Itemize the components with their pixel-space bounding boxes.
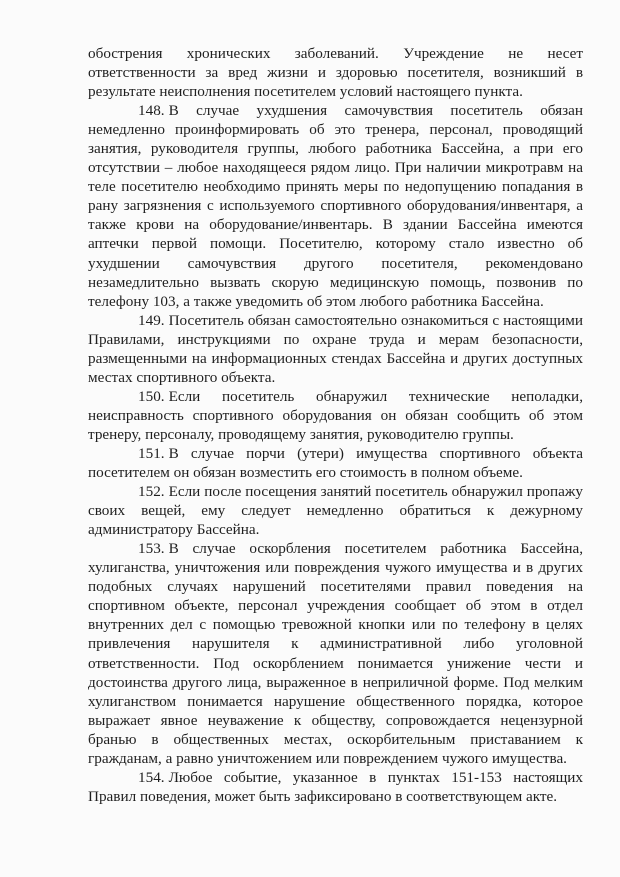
paragraph-152 bbox=[88, 482, 583, 539]
paragraph-148 bbox=[88, 101, 583, 311]
paragraph-154 bbox=[88, 768, 583, 806]
paragraph-number: 153. bbox=[138, 540, 165, 558]
paragraph-150 bbox=[88, 387, 583, 444]
paragraph-text: Если после посещения занятий посетитель обнаружил пропажу своих вещей, ему следует немедленно обратиться к дежурному администратору Бассейна. bbox=[88, 483, 583, 539]
paragraph-number: 151. bbox=[138, 444, 165, 462]
paragraph-149 bbox=[88, 311, 583, 387]
paragraph-number: 148. bbox=[138, 102, 165, 120]
paragraph-continuation bbox=[88, 44, 583, 101]
paragraph-text: Посетитель обязан самостоятельно ознакомиться с настоящими Правилами, инструкциями по охране труда и мерам безопасности, размещенными на информационных стендах Бассейна и других доступных местах спортивного объекта. bbox=[88, 311, 583, 386]
paragraph-text: В случае оскорбления посетителем работника Бассейна, хулиганства, уничтожения или повреждения чужого имущества и в других подобных случаях нарушений посетителями правил поведения на спортивном объекте, персонал учреждения сообщает об этом в отдел внутренних дел с помощью тревожной кнопки или по телефону в целях привлечения нарушителя к административной либо уголовной ответственности. Под оскорблением понимается унижение чести и достоинства другого лица, выраженное в неприличной форме. Под мелким хулиганством понимается нарушение общественного порядка, которое выражает явное неуважение к обществу, сопровождается нецензурной бранью в общественных местах, оскорбительным приставанием к гражданам, а равно уничтожением или повреждением чужого имущества. bbox=[88, 540, 583, 767]
paragraph-number: 149. bbox=[138, 311, 165, 329]
paragraph-text: В случае ухудшения самочувствия посетитель обязан немедленно проинформировать об это тренера, персонал, проводящий занятия, руководителя группы, любого работника Бассейна, а при его отсутствии – любое находящееся рядом лицо. При наличии микротравм на теле посетителю необходимо принять меры по недопущению попадания в рану загрязнения с используемого спортивного оборудования/инвентаря, а также крови на оборудование/инвентарь. В здании Бассейна имеются аптечки первой помощи. Посетителю, которому стало известно об ухудшении самочувствия другого посетителя, рекомендовано незамедлительно вызвать скорую медицинскую помощь, позвонив по телефону 103, а также уведомить об этом любого работника Бассейна. bbox=[88, 102, 583, 310]
paragraph-text: обострения хронических заболеваний. Учреждение не несет ответственности за вред жизни и здоровью посетителя, возникший в результате неисполнения посетителем условий настоящего пункта. bbox=[88, 45, 583, 101]
paragraph-number: 150. bbox=[138, 387, 165, 405]
paragraph-number: 154. bbox=[138, 768, 165, 786]
paragraph-number: 152. bbox=[138, 483, 165, 501]
document-body bbox=[88, 44, 583, 806]
paragraph-151 bbox=[88, 444, 583, 482]
paragraph-153 bbox=[88, 539, 583, 768]
paragraph-text: Любое событие, указанное в пунктах 151-153 настоящих Правил поведения, может быть зафиксировано в соответствующем акте. bbox=[88, 768, 583, 805]
paragraph-text: Если посетитель обнаружил технические неполадки, неисправность спортивного оборудования он обязан сообщить об этом тренеру, персоналу, проводящему занятия, руководителю группы. bbox=[88, 387, 583, 443]
paragraph-text: В случае порчи (утери) имущества спортивного объекта посетителем он обязан возместить его стоимость в полном объеме. bbox=[88, 444, 583, 482]
